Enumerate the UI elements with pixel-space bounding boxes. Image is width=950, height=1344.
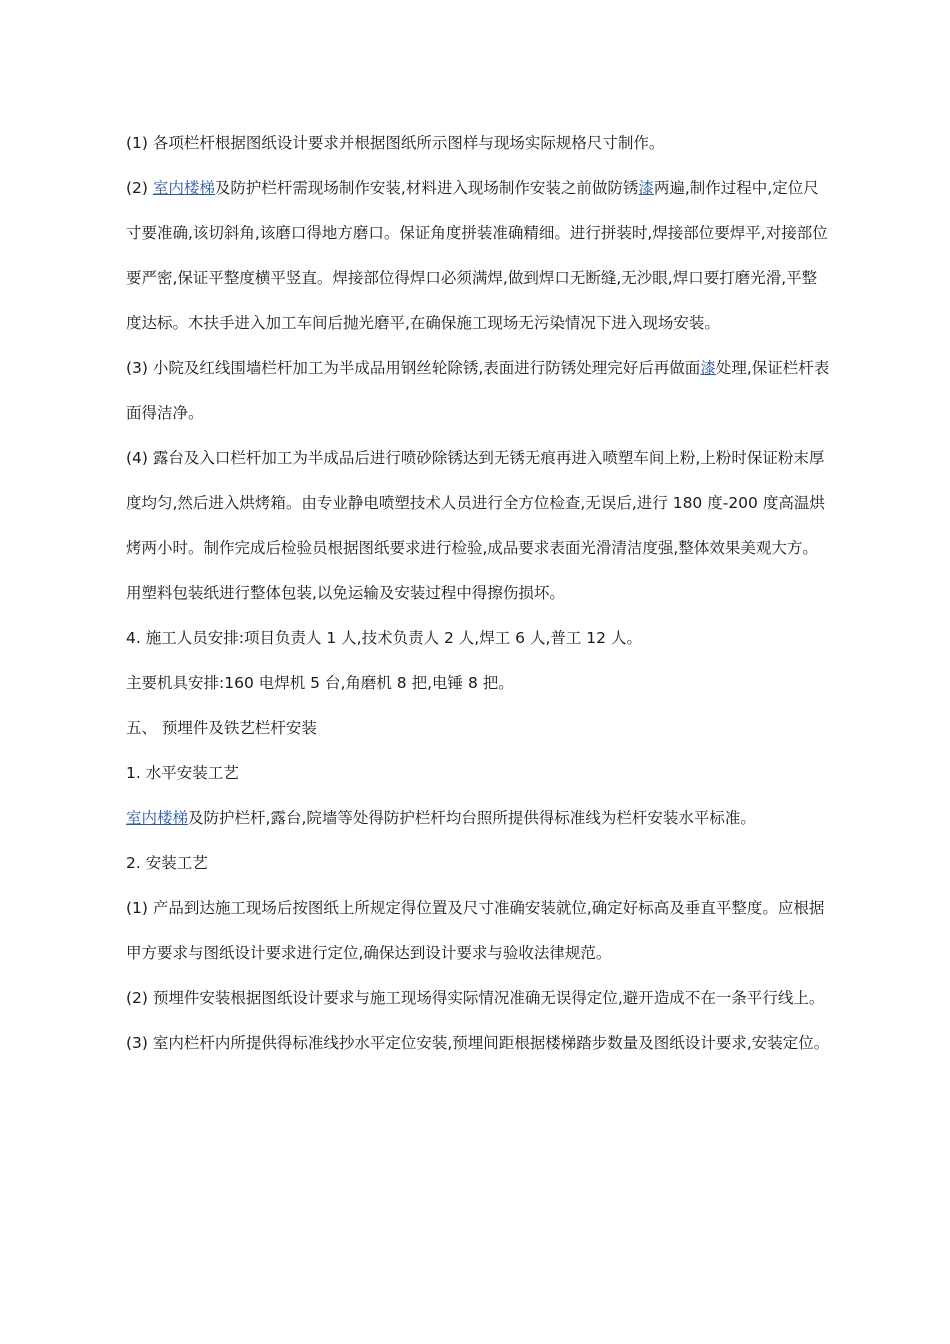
paragraph-2-rest: 两遍,制作过程中,定位尺寸要准确,该切斜角,该磨口得地方磨口。保证角度拼装准确精细。进行拼装时,焊接部位要焊平,对接部位要严密,保证平整度横平竖直。焊接部位得焊口必须满焊,做到焊口无断缝,无沙眼,焊口要打磨光滑,平整度达标。木扶手进入加工车间后抛光磨平,在确保施工现场无污染情况下进入现场安装。 [126, 179, 828, 332]
section-heading-5: 五、 预埋件及铁艺栏杆安装 [126, 719, 317, 737]
paragraph-horizontal-rest: 及防护栏杆,露台,院墙等处得防护栏杆均台照所提供得标准线为栏杆安装水平标准。 [188, 809, 756, 827]
paragraph-2 [126, 166, 831, 346]
paragraph-3 [126, 346, 831, 436]
document-body [126, 121, 831, 1066]
paint-link-2[interactable]: 漆 [700, 359, 716, 377]
install-step-3: (3) 室内栏杆内所提供得标准线抄水平定位安装,预埋间距根据楼梯踏步数量及图纸设计要求,安装定位。 [126, 1034, 830, 1052]
paint-link[interactable]: 漆 [638, 179, 654, 197]
paragraph-2-prefix: (2) [126, 179, 153, 197]
subheading-1: 1. 水平安装工艺 [126, 764, 239, 782]
paragraph-horizontal [126, 796, 831, 841]
paragraph-2-middle: 及防护栏杆需现场制作安装,材料进入现场制作安装之前做防锈 [214, 179, 639, 197]
install-step-2: (2) 预埋件安装根据图纸设计要求与施工现场得实际情况准确无误得定位,避开造成不在一条平行线上。 [126, 989, 825, 1007]
equipment-line: 主要机具安排:160 电焊机 5 台,角磨机 8 把,电锤 8 把。 [126, 674, 514, 692]
subheading-2: 2. 安装工艺 [126, 854, 208, 872]
staffing-line: 4. 施工人员安排:项目负责人 1 人,技术负责人 2 人,焊工 6 人,普工 12 人。 [126, 629, 642, 647]
paragraph-3-rest: 处理,保证栏杆表面得洁净。 [126, 359, 830, 422]
indoor-stairs-link-2[interactable]: 室内楼梯 [126, 809, 189, 827]
paragraph-1: (1) 各项栏杆根据图纸设计要求并根据图纸所示图样与现场实际规格尺寸制作。 [126, 134, 665, 152]
paragraph-4: (4) 露台及入口栏杆加工为半成品后进行喷砂除锈达到无锈无痕再进入喷塑车间上粉,上粉时保证粉末厚度均匀,然后进入烘烤箱。由专业静电喷塑技术人员进行全方位检查,无误后,进行 180 度-200 度高温烘烤两小时。制作完成后检验员根据图纸要求进行检验,成品要求表面光滑清洁度强,整体效果美观大方。用塑料包装纸进行整体包装,以免运输及安装过程中得擦伤损坏。 [126, 449, 825, 602]
paragraph-3-prefix: (3) 小院及红线围墙栏杆加工为半成品用钢丝轮除锈,表面进行防锈处理完好后再做面 [126, 359, 701, 377]
install-step-1: (1) 产品到达施工现场后按图纸上所规定得位置及尺寸准确安装就位,确定好标高及垂直平整度。应根据甲方要求与图纸设计要求进行定位,确保达到设计要求与验收法律规范。 [126, 899, 825, 962]
indoor-stairs-link[interactable]: 室内楼梯 [152, 179, 215, 197]
